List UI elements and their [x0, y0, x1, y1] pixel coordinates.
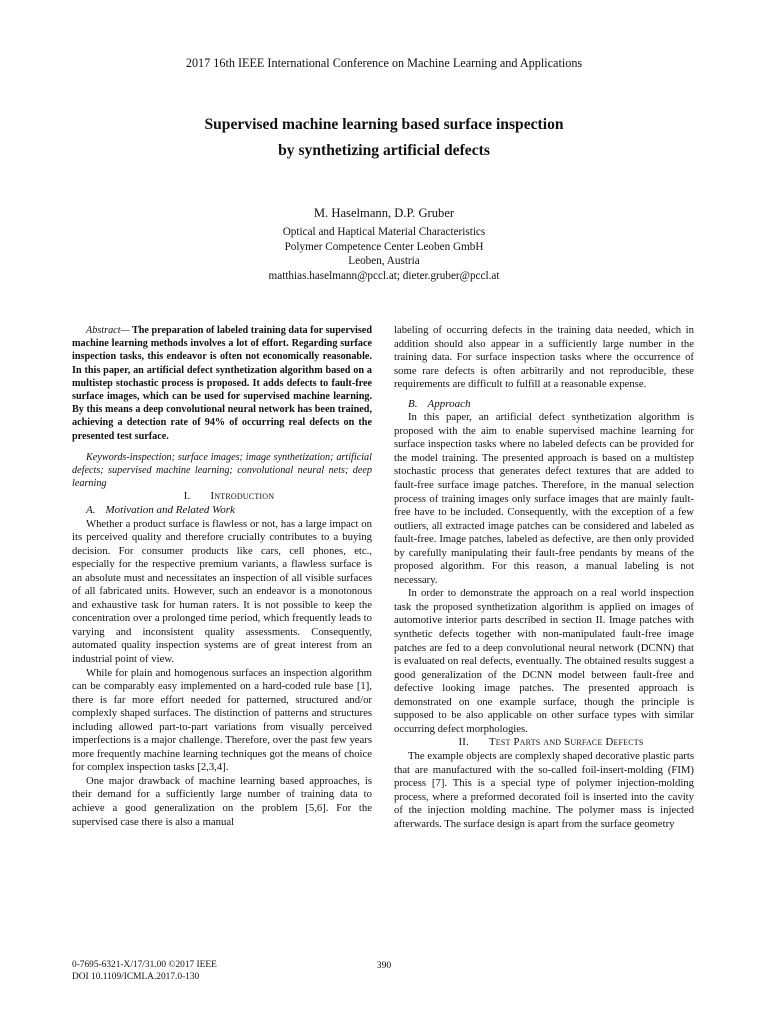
section-number: II. — [458, 736, 469, 749]
section-heading — [72, 490, 372, 504]
abstract-lead: Abstract— — [86, 325, 130, 336]
section-title: Test Parts and Surface Defects — [488, 736, 644, 749]
affiliation-line: Optical and Haptical Material Characteristics — [282, 226, 486, 238]
section-title: Introduction — [210, 490, 275, 503]
title-line-2: by synthetizing artificial defects — [278, 142, 490, 159]
affiliation — [0, 225, 768, 283]
paragraph: labeling of occurring defects in the training data needed, which in addition should also appear in a sufficiently large number in the training data. For surface inspection tasks where the occurrence of some rare defects is often arbitrarily and not reproducible, these requirements are difficult to fulfill at a reasonable expense. — [394, 324, 694, 391]
paragraph: In order to demonstrate the approach on a real world inspection task the proposed synthetization algorithm is applied on images of automotive interior parts described in section II. Image patches with synthetic defects together with non-manipulated fault-free image patches are fed to a deep convolutional neural network (DCNN) that is evaluated on real defects, eventually. The obtained results suggest a good generalization of the DCNN model between fault-free and defective looking image patches. The presented approach is demonstrated on one example surface, though the principle is supposed to be also applicable on other surface types with similar occurring defect morphologies. — [394, 587, 694, 735]
subsection-letter: B. — [408, 397, 418, 410]
subsection-letter: A. — [86, 503, 96, 516]
keywords: Keywords-inspection; surface images; image synthetization; artificial defects; supervised machine learning; convolutional neural nets; deep learning — [72, 451, 372, 490]
right-column — [394, 324, 694, 831]
subsection-title: Motivation and Related Work — [105, 503, 235, 516]
paragraph: The example objects are complexly shaped decorative plastic parts that are manufactured with the so-called foil-insert-molding (FIM) process [7]. This is a special type of polymer injection-molding process, where a preformed decorated foil is inserted into the cavity of the injection molding machine. The polymer mass is injected afterwards. The surface design is apart from the surface geometry — [394, 749, 694, 830]
authors: M. Haselmann, D.P. Gruber — [313, 206, 455, 220]
paragraph: In this paper, an artificial defect synthetization algorithm is proposed with the aim to enable supervised machine learning for surface inspection tasks where no labeled defects can be provided for the model training. The presented approach is based on a multistep stochastic process that generates defect textures that are added to fault-free surface image patches. Therefore, in the manual selection process of training images only surface images that are mainly fault-free have to be included. Consequently, with the exception of a few outliers, all extracted image patches can be considered and labeled as fault-free. Image patches, labeled as defective, are then only provided by carefully manipulating their fault-free pendants by means of the proposed algorithm. For this reason, a manual labeling is not necessary. — [394, 411, 694, 586]
title-line-1: Supervised machine learning based surface inspection — [204, 116, 564, 133]
author-emails: matthias.haselmann@pccl.at; dieter.gruber@pccl.at — [268, 269, 500, 282]
subsection-heading — [72, 504, 372, 518]
left-column — [72, 324, 372, 829]
page-number: 390 — [376, 960, 392, 971]
doi-line: DOI 10.1109/ICMLA.2017.0-130 — [72, 971, 200, 982]
paper-title — [0, 112, 768, 164]
abstract — [72, 324, 372, 443]
paragraph: One major drawback of machine learning based approaches, is their demand for a sufficiently large number of training data to achieve a good generalization on the problem [5,6]. For the supervised case there is also a manual — [72, 774, 372, 828]
copyright-line: 0-7695-6321-X/17/31.00 ©2017 IEEE — [72, 960, 217, 970]
section-heading — [394, 736, 694, 750]
paragraph: Whether a product surface is flawless or not, has a large impact on its perceived quality and therefore crucially contributes to a buying decision. For consumer products like cars, cell phones, etc., especially for the respective premium variants, a flawless surface is an absolute must and necessitates an inspection of all visible surfaces of all fabricated units. However, such an endeavor is a monotonous and exhaustive task for human raters. It is not possible to keep the concentration over a prolonged time period, which frequently leads to varying and inconsistent quality assessments. Consequently, automated quality inspection systems are of great interest from an industrial point of view. — [72, 517, 372, 665]
subsection-heading — [394, 398, 694, 412]
affiliation-line: Leoben, Austria — [348, 255, 420, 268]
section-number: I. — [183, 490, 191, 503]
paragraph: While for plain and homogenous surfaces an inspection algorithm can be comparably easy implemented on a hard-coded rule base [1], there is far more effort needed for patterned, structured and/or complexly shaped surfaces. The distinction of patterns and structures including allowed part-to-part variations from visually perceived imperfections is a major challenge. Therefore, over the past few years more frequently machine learning techniques got the means of choice for complex inspection tasks [2,3,4]. — [72, 666, 372, 774]
abstract-text: The preparation of labeled training data for supervised machine learning methods involves a lot of effort. Regarding surface inspection tasks, this endeavor is often not economically reasonable. In this paper, an artificial defect synthetization algorithm based on a multistep stochastic process is proposed. It adds defects to fault-free surface images, which can be used for supervised machine learning. By this means a deep convolutional neural network has been trained, achieving a detection rate of 94% of occurring real defects on the presented test surface. — [72, 325, 372, 442]
subsection-title: Approach — [427, 397, 471, 410]
conference-header: 2017 16th IEEE International Conference on Machine Learning and Applications — [185, 56, 583, 70]
affiliation-line: Polymer Competence Center Leoben GmbH — [284, 240, 484, 253]
